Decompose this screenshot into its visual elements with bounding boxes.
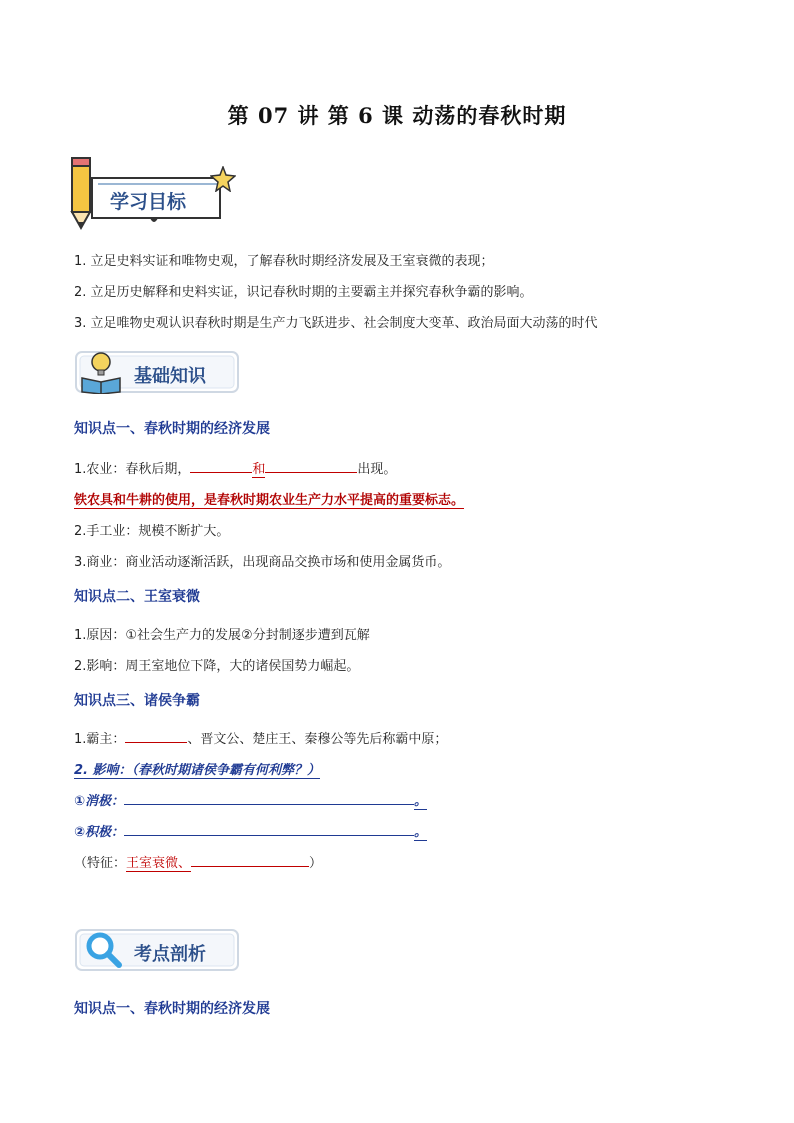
red-note-text: 铁农具和牛耕的使用，是春秋时期农业生产力水平提高的重要标志。 <box>74 493 465 508</box>
positive-line <box>74 821 427 840</box>
objective-item: 2. 立足历史解释和史料实证，识记春秋时期的主要霸主并探究春秋争霸的影响。 <box>74 285 533 300</box>
negative-line <box>74 790 427 809</box>
craft-line: 2.手工业：规模不断扩大。 <box>74 524 230 539</box>
commerce-line: 3.商业：商业活动逐渐活跃，出现商品交换市场和使用金属货币。 <box>74 555 451 570</box>
hegemons-prefix: 1.霸主： <box>74 732 126 747</box>
page-title: 第 07 讲 第 6 课 动荡的春秋时期 <box>227 103 567 128</box>
objective-item: 3. 立足唯物史观认识春秋时期是生产力飞跃进步、社会制度大变革、政治局面大动荡的时代 <box>74 316 598 331</box>
fill-blank <box>124 790 414 805</box>
agriculture-line <box>74 458 396 477</box>
hegemons-line <box>74 728 447 747</box>
agriculture-prefix: 1.农业：春秋后期， <box>74 462 191 477</box>
fill-blank <box>125 728 187 743</box>
agriculture-and: 和 <box>252 462 266 477</box>
agriculture-suffix: 出现。 <box>357 462 397 477</box>
red-note <box>74 489 464 508</box>
positive-period: 。 <box>414 825 428 840</box>
book-lightbulb-icon <box>78 348 124 394</box>
impact-line <box>74 759 320 778</box>
section-heading: 知识点二、王室衰微 <box>74 589 200 605</box>
reason-line: 1.原因：①社会生产力的发展②分封制逐步遭到瓦解 <box>74 628 370 643</box>
section-heading: 知识点一、春秋时期的经济发展 <box>74 421 270 437</box>
analysis-banner <box>72 924 244 976</box>
feature-prefix: （特征： <box>74 856 127 871</box>
magnifier-icon <box>84 930 124 970</box>
negative-label: ①消极： <box>74 794 125 809</box>
basics-banner <box>72 346 244 398</box>
section-heading: 知识点一、春秋时期的经济发展 <box>74 1001 270 1017</box>
basics-banner-label: 基础知识 <box>134 366 206 387</box>
fill-blank <box>124 821 414 836</box>
feature-red: 王室衰微、 <box>126 856 192 871</box>
objective-item: 1. 立足史料实证和唯物史观，了解春秋时期经济发展及王室衰微的表现； <box>74 254 494 269</box>
positive-label: ②积极： <box>74 825 125 840</box>
objectives-banner <box>66 156 236 236</box>
objectives-banner-label: 学习目标 <box>110 191 187 213</box>
feature-suffix: ） <box>309 856 323 871</box>
hegemons-suffix: 、晋文公、楚庄王、秦穆公等先后称霸中原； <box>187 732 448 747</box>
negative-period: 。 <box>414 794 428 809</box>
effect-line: 2.影响：周王室地位下降，大的诸侯国势力崛起。 <box>74 659 360 674</box>
fill-blank <box>265 458 357 473</box>
fill-blank <box>191 852 309 867</box>
analysis-banner-label: 考点剖析 <box>134 944 206 965</box>
star-icon <box>210 166 236 192</box>
section-heading: 知识点三、诸侯争霸 <box>74 693 200 709</box>
feature-line <box>74 852 322 871</box>
fill-blank <box>190 458 252 473</box>
impact-text: 2. 影响：（春秋时期诸侯争霸有何利弊？） <box>74 763 321 778</box>
